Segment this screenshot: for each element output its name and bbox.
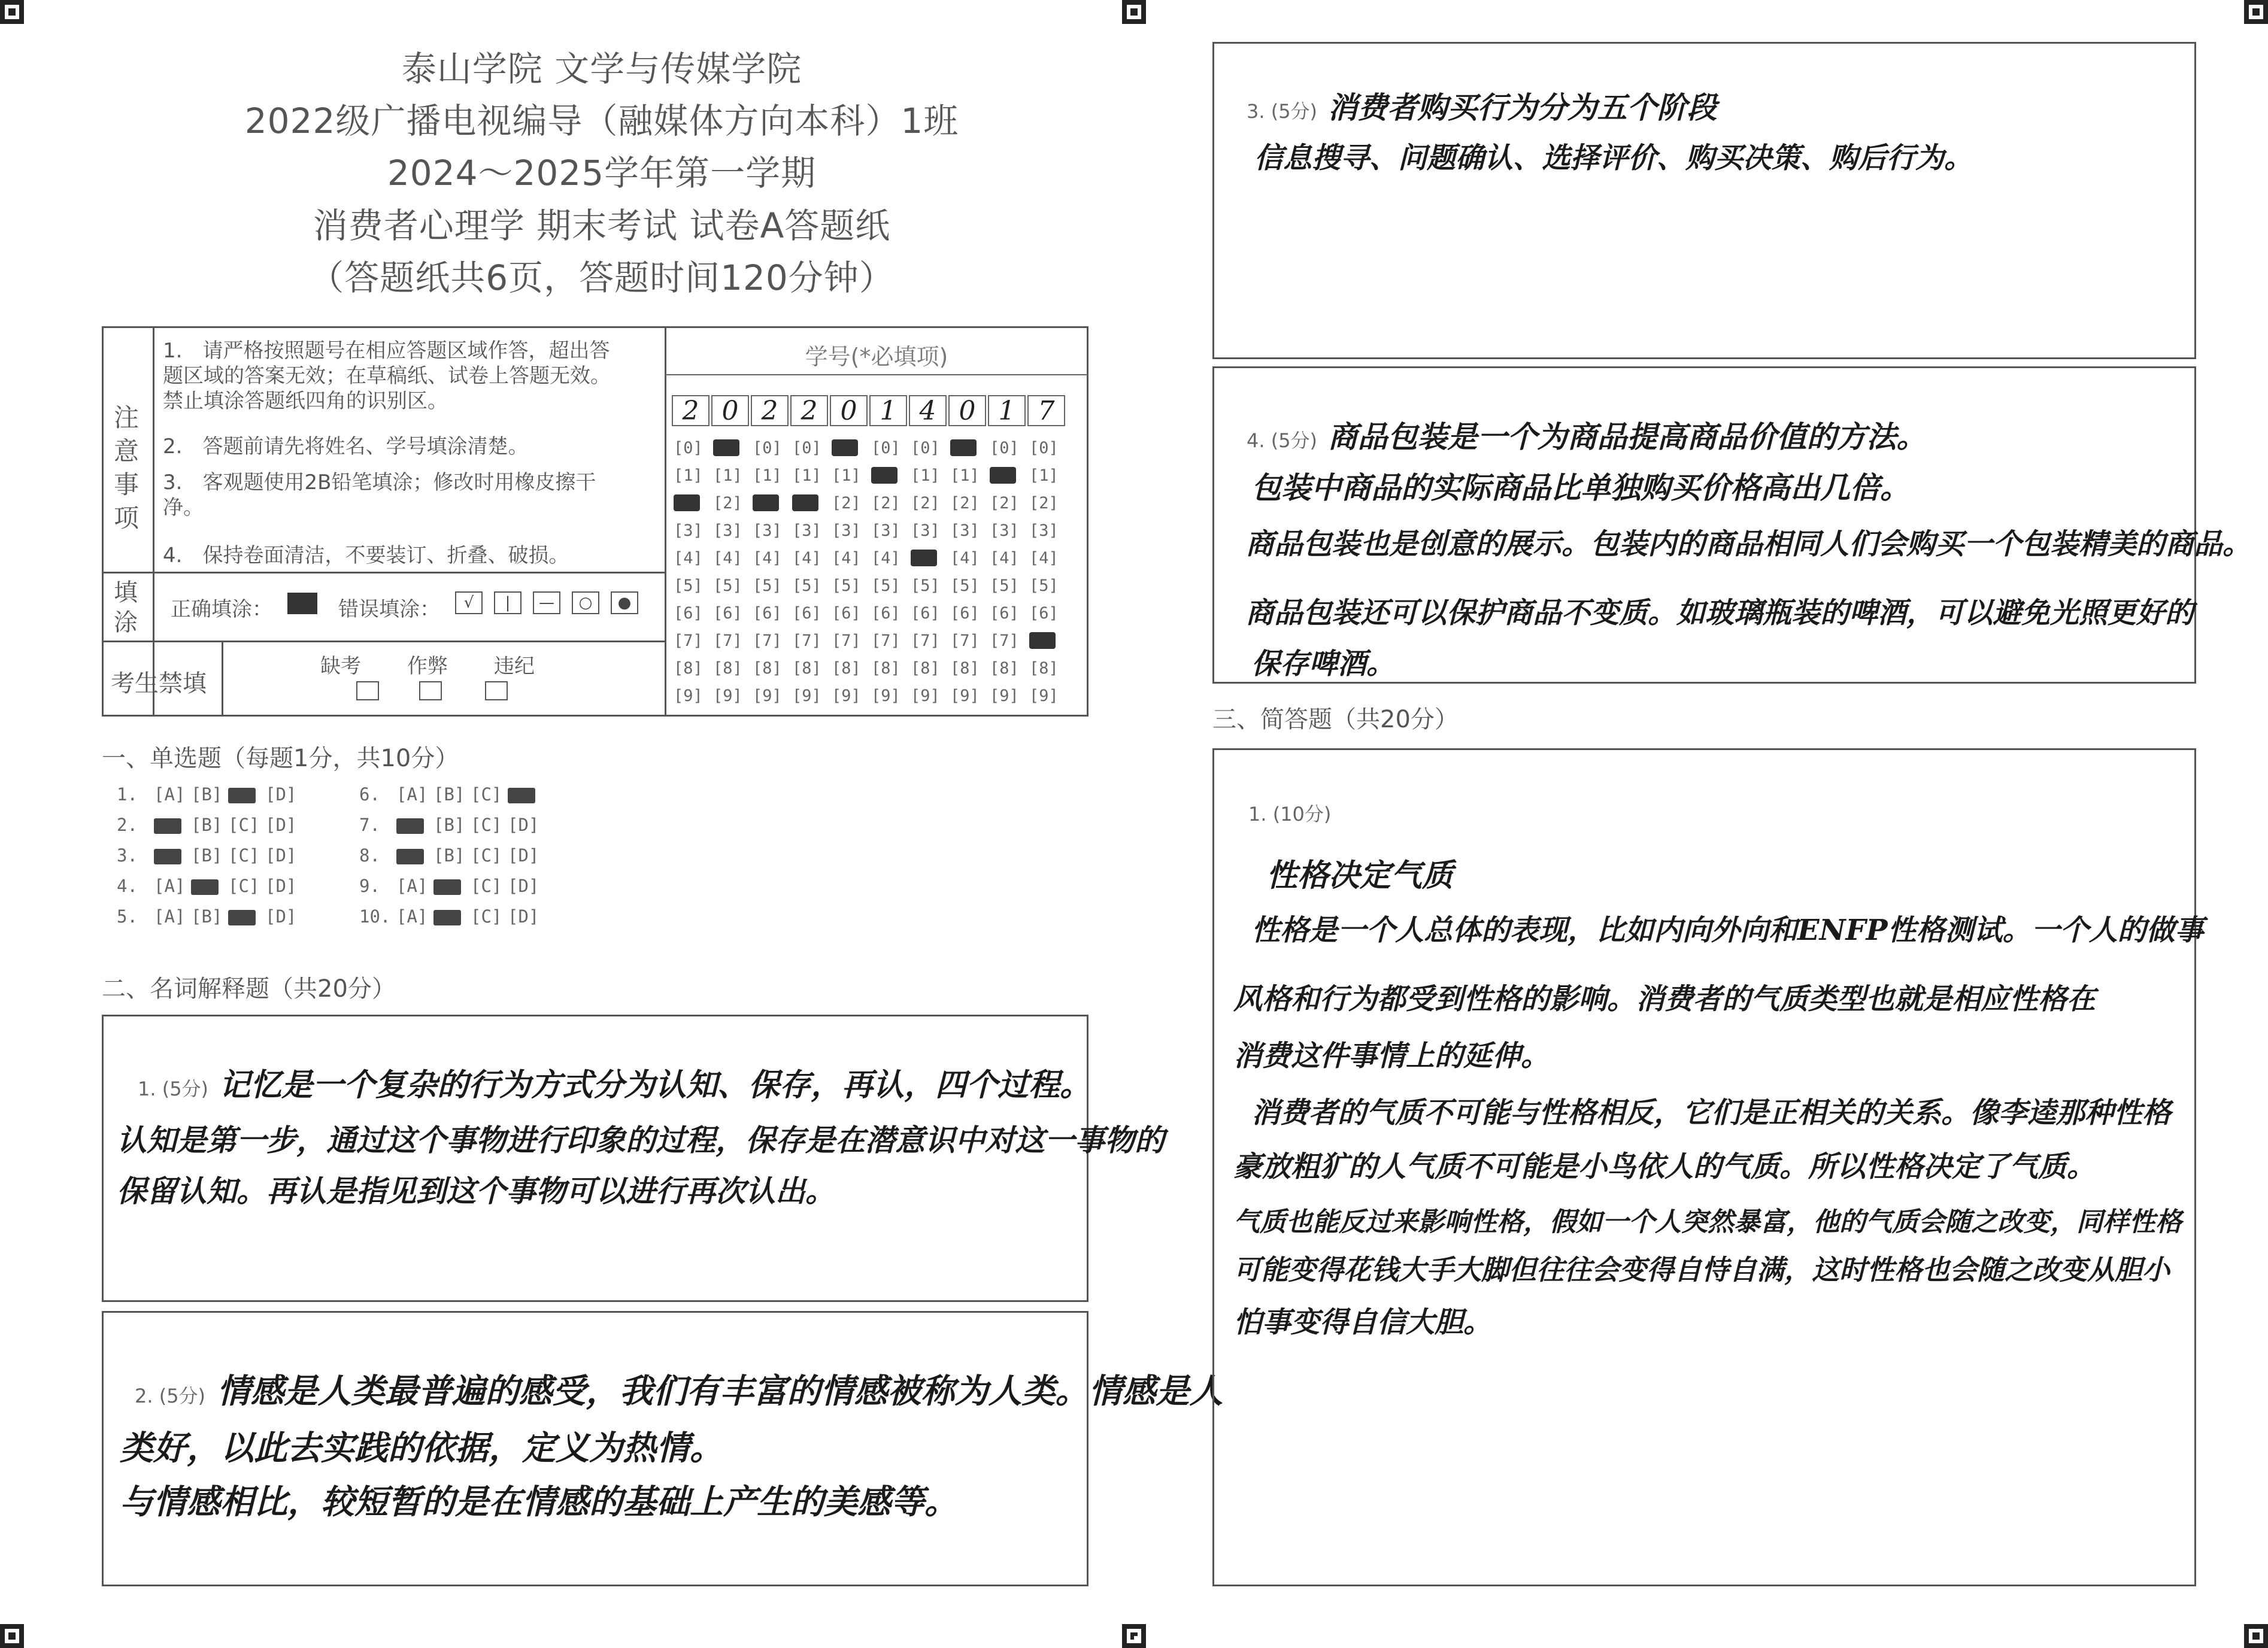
student-id-bubble-cell[interactable] — [832, 434, 871, 462]
mcq-option-b[interactable]: [B] — [191, 784, 223, 805]
student-id-bubble[interactable]: [4] — [950, 548, 980, 567]
student-id-bubble-cell[interactable] — [990, 462, 1029, 489]
mcq-fill-mark — [396, 818, 424, 834]
student-id-bubble[interactable]: [6] — [792, 603, 821, 623]
student-id-bubble[interactable]: [3] — [674, 521, 703, 540]
answer-3-1-line-5: 消费者的气质不可能与性格相反，它们是正相关的关系。像李逵那种性格 — [1251, 1096, 2172, 1130]
section2-title: 二、名词解释题（共20分） — [102, 975, 396, 1003]
mcq-option-a[interactable]: [A] — [396, 876, 428, 896]
answer-2-4-line-4: 商品包装还可以保护商品不变质。如玻璃瓶装的啤酒，可以避免光照更好的 — [1245, 596, 2194, 630]
student-id-bubble[interactable]: [1] — [713, 466, 742, 485]
answer-3-1-line-3: 风格和行为都受到性格的影响。消费者的气质类型也就是相应性格在 — [1233, 982, 2096, 1016]
fill-wrong-check: √ — [455, 591, 483, 614]
student-id-bubble[interactable]: [2] — [832, 493, 861, 512]
student-id-bubble[interactable]: [3] — [713, 521, 742, 540]
student-id-bubble[interactable]: [9] — [832, 686, 861, 705]
student-id-bubble[interactable]: [9] — [1029, 686, 1059, 705]
mcq-question-row — [359, 876, 545, 896]
mcq-question-row — [359, 845, 545, 866]
mcq-option-d[interactable]: [D] — [265, 815, 297, 835]
table-divider — [665, 326, 666, 717]
mcq-question-row — [117, 845, 302, 866]
mcq-option-b[interactable]: [B] — [191, 815, 223, 835]
answer-3-1-line-2: 性格是一个人总体的表现，比如内向外向和ENFP性格测试。一个人的做事 — [1251, 913, 2204, 947]
mcq-question-number: 6. — [359, 784, 380, 805]
section1-title: 一、单选题（每题1分，共10分） — [102, 745, 459, 772]
question-number: 1. (10分) — [1248, 803, 1332, 825]
student-id-bubble[interactable]: [3] — [832, 521, 861, 540]
student-id-bubble[interactable]: [8] — [792, 658, 821, 678]
student-id-bubble[interactable]: [9] — [674, 686, 703, 705]
student-id-bubble[interactable]: [0] — [990, 438, 1019, 457]
answer-3-1-line-9: 怕事变得自信大胆。 — [1233, 1306, 1493, 1339]
mcq-option-a[interactable]: [A] — [396, 906, 428, 927]
mcq-option-filled[interactable] — [433, 906, 471, 927]
student-id-bubble[interactable]: [7] — [871, 631, 900, 650]
question-number: 4. (5分) — [1247, 429, 1318, 452]
student-id-bubble-cell[interactable] — [911, 544, 950, 572]
forbid-cheat-label: 作弊 — [407, 654, 448, 678]
student-id-bubble-filled[interactable] — [792, 494, 818, 511]
mcq-option-filled[interactable] — [396, 815, 433, 835]
student-id-digit-box[interactable]: 1 — [869, 395, 907, 426]
mcq-fill-mark — [508, 788, 535, 803]
mcq-option-c[interactable]: [C] — [228, 876, 260, 896]
student-id-bubble[interactable]: [2] — [911, 493, 940, 512]
answer-3-1-line-7: 气质也能反过来影响性格，假如一个人突然暴富，他的气质会随之改变，同样性格 — [1233, 1207, 2182, 1237]
student-id-digit-box[interactable]: 7 — [1027, 395, 1065, 426]
student-id-bubble[interactable]: [6] — [911, 603, 940, 623]
student-id-digit-box[interactable]: 2 — [751, 395, 789, 426]
student-id-bubble[interactable]: [7] — [990, 631, 1019, 650]
student-id-bubble[interactable]: [5] — [753, 576, 782, 595]
student-id-bubble-filled[interactable] — [753, 494, 779, 511]
answer-2-2-line-1 — [135, 1365, 1223, 1413]
student-id-bubble[interactable]: [1] — [911, 466, 940, 485]
forbid-violation-checkbox[interactable] — [485, 681, 508, 700]
mcq-option-filled[interactable] — [228, 784, 265, 805]
notice-item-2: 2. 答题前请先将姓名、学号填涂清楚。 — [163, 435, 529, 459]
student-id-bubble[interactable]: [3] — [1029, 521, 1059, 540]
student-id-digit-box[interactable]: 0 — [830, 395, 868, 426]
student-id-bubble[interactable]: [4] — [753, 548, 782, 567]
mcq-option-a[interactable]: [A] — [396, 784, 428, 805]
answer-2-1-line-2: 认知是第一步，通过这个事物进行印象的过程，保存是在潜意识中对这一事物的 — [117, 1122, 1165, 1158]
mcq-fill-mark — [228, 910, 256, 925]
student-id-bubble[interactable]: [4] — [832, 548, 861, 567]
mcq-option-d[interactable]: [D] — [265, 876, 297, 896]
student-id-digit-box[interactable]: 2 — [790, 395, 828, 426]
header-exam-title: 消费者心理学 期末考试 试卷A答题纸 — [313, 205, 891, 246]
student-id-bubble-cell[interactable] — [792, 489, 832, 517]
student-id-bubble[interactable]: [9] — [792, 686, 821, 705]
corner-marker-bottom-center — [1122, 1624, 1146, 1648]
mcq-question-row — [117, 876, 302, 896]
student-id-bubble[interactable]: [8] — [990, 658, 1019, 678]
student-id-bubble[interactable]: [7] — [674, 631, 703, 650]
mcq-option-filled[interactable] — [154, 845, 191, 866]
mcq-question-number: 3. — [117, 845, 138, 866]
student-id-bubble[interactable]: [6] — [990, 603, 1019, 623]
student-id-bubble-cell[interactable] — [871, 462, 911, 489]
mcq-option-c[interactable]: [C] — [228, 815, 260, 835]
mcq-option-c[interactable]: [C] — [228, 845, 260, 866]
student-id-bubble[interactable]: [1] — [832, 466, 861, 485]
mcq-question-row — [117, 906, 302, 927]
student-id-bubble[interactable]: [3] — [871, 521, 900, 540]
mcq-option-filled[interactable] — [396, 845, 433, 866]
mcq-option-d[interactable]: [D] — [265, 784, 297, 805]
table-divider — [665, 374, 1088, 375]
mcq-question-number: 4. — [117, 876, 138, 896]
mcq-question-number: 5. — [117, 906, 138, 927]
student-id-bubble-cell[interactable] — [753, 489, 792, 517]
mcq-option-c[interactable]: [C] — [471, 784, 502, 805]
section3-title: 三、简答题（共20分） — [1212, 706, 1459, 733]
student-id-bubble[interactable]: [2] — [950, 493, 980, 512]
answer-3-1-line-6: 豪放粗犷的人气质不可能是小鸟依人的气质。所以性格决定了气质。 — [1233, 1150, 2096, 1183]
mcq-option-c[interactable]: [C] — [471, 845, 502, 866]
answer-2-4-line-2: 包装中商品的实际商品比单独购买价格高出几倍。 — [1251, 470, 1910, 505]
student-id-bubble[interactable]: [9] — [753, 686, 782, 705]
student-id-bubble[interactable]: [9] — [950, 686, 980, 705]
student-id-bubble-filled[interactable] — [950, 439, 977, 456]
student-id-bubble-filled[interactable] — [674, 494, 700, 511]
fill-correct-label: 正确填涂： — [171, 597, 272, 621]
student-id-bubble[interactable]: [5] — [911, 576, 940, 595]
mcq-question-number: 10. — [359, 906, 391, 927]
mcq-question-row — [117, 815, 302, 835]
student-id-bubble[interactable]: [7] — [950, 631, 980, 650]
answer-3-1-line-4: 消费这件事情上的延伸。 — [1233, 1039, 1550, 1073]
answer-2-4-line-1 — [1247, 413, 1926, 456]
student-id-bubble-filled[interactable] — [871, 467, 898, 484]
student-id-bubble[interactable]: [5] — [832, 576, 861, 595]
mcq-option-b[interactable]: [B] — [433, 815, 465, 835]
mcq-option-c[interactable]: [C] — [471, 876, 502, 896]
answer-3-1-line-1: 性格决定气质 — [1266, 857, 1454, 894]
mcq-option-filled[interactable] — [191, 876, 228, 896]
student-id-bubble[interactable]: [5] — [950, 576, 980, 595]
mcq-option-d[interactable]: [D] — [508, 845, 539, 866]
notice-item-1: 1. 请严格按照题号在相应答题区域作答，超出答题区域的答案无效；在草稿纸、试卷上答题无效。禁止填涂答题纸四角的识别区。 — [163, 339, 611, 413]
student-id-bubble[interactable]: [8] — [950, 658, 980, 678]
student-id-bubble[interactable]: [4] — [792, 548, 821, 567]
mcq-option-a[interactable]: [A] — [154, 906, 186, 927]
fill-wrong-dot: ● — [611, 591, 638, 614]
mcq-option-filled[interactable] — [433, 876, 471, 896]
mcq-option-d[interactable]: [D] — [508, 906, 539, 927]
mcq-fill-mark — [228, 788, 256, 803]
student-id-bubble[interactable]: [7] — [753, 631, 782, 650]
mcq-option-filled[interactable] — [228, 906, 265, 927]
fill-wrong-bar: | — [494, 591, 521, 614]
student-id-bubble-cell[interactable] — [1029, 627, 1069, 654]
corner-marker-bottom-right — [2244, 1624, 2268, 1648]
mcq-option-d[interactable]: [D] — [265, 906, 297, 927]
student-id-bubble[interactable]: [8] — [911, 658, 940, 678]
corner-marker-top-center — [1122, 0, 1146, 24]
question-number: 1. (5分) — [138, 1078, 209, 1100]
answer-2-4-line-3: 商品包装也是创意的展示。包装内的商品相同人们会购买一个包装精美的商品。 — [1245, 527, 2252, 561]
mcq-option-filled[interactable] — [508, 784, 545, 805]
mcq-option-filled[interactable] — [154, 815, 191, 835]
mcq-option-b[interactable]: [B] — [191, 845, 223, 866]
student-id-bubble-cell[interactable] — [950, 434, 990, 462]
forbid-absent-checkbox[interactable] — [356, 681, 379, 700]
student-id-bubble-filled[interactable] — [713, 439, 739, 456]
header-exam-info: （答题纸共6页，答题时间120分钟） — [309, 257, 895, 298]
student-id-bubble[interactable]: [1] — [674, 466, 703, 485]
table-divider — [102, 572, 665, 573]
mcq-question-row — [359, 815, 545, 835]
mcq-question-number: 1. — [117, 784, 138, 805]
mcq-option-b[interactable]: [B] — [433, 845, 465, 866]
student-id-digit-box[interactable]: 0 — [711, 395, 749, 426]
student-id-bubble[interactable]: [4] — [1029, 548, 1059, 567]
mcq-fill-mark — [191, 879, 219, 895]
student-id-bubble[interactable]: [6] — [1029, 603, 1059, 623]
student-id-bubble[interactable]: [8] — [871, 658, 900, 678]
student-id-bubble[interactable]: [6] — [713, 603, 742, 623]
fill-wrong-label: 错误填涂： — [338, 597, 440, 621]
mcq-question-number: 8. — [359, 845, 380, 866]
student-id-bubble[interactable]: [0] — [871, 438, 900, 457]
student-id-bubble[interactable]: [0] — [753, 438, 782, 457]
mcq-question-row — [359, 784, 545, 805]
notice-side-label: 注意事项 — [114, 403, 140, 533]
student-id-bubble-filled[interactable] — [1029, 632, 1056, 649]
student-id-bubble[interactable]: [5] — [674, 576, 703, 595]
student-id-bubble[interactable]: [4] — [674, 548, 703, 567]
student-id-bubble-filled[interactable] — [832, 439, 858, 456]
student-id-bubble[interactable]: [8] — [753, 658, 782, 678]
student-id-bubble[interactable]: [5] — [792, 576, 821, 595]
mcq-question-row — [117, 784, 302, 805]
fill-wrong-dash: — — [533, 591, 560, 614]
corner-marker-bottom-left — [0, 1624, 24, 1648]
student-id-bubble[interactable]: [0] — [1029, 438, 1059, 457]
student-id-bubble[interactable]: [2] — [990, 493, 1019, 512]
answer-3-1-line-8: 可能变得花钱大手大脚但往往会变得自恃自满，这时性格也会随之改变从胆小 — [1233, 1254, 2170, 1286]
header-college: 泰山学院 文学与传媒学院 — [401, 48, 802, 89]
mcq-option-d[interactable]: [D] — [265, 845, 297, 866]
handwriting-text: 情感是人类最普遍的感受，我们有丰富的情感被称为人类。情感是人 — [217, 1371, 1223, 1411]
handwriting-text: 记忆是一个复杂的行为方式分为认知、保存，再认，四个过程。 — [219, 1067, 1091, 1103]
student-id-bubble[interactable]: [8] — [674, 658, 703, 678]
mcq-question-number: 7. — [359, 815, 380, 835]
student-id-bubble-filled[interactable] — [990, 467, 1016, 484]
student-id-bubble[interactable]: [9] — [911, 686, 940, 705]
notice-item-4: 4. 保持卷面清洁，不要装订、折叠、破损。 — [163, 544, 569, 567]
student-id-bubble[interactable]: [1] — [1029, 466, 1059, 485]
student-id-bubble[interactable]: [8] — [832, 658, 861, 678]
student-id-bubble[interactable]: [2] — [871, 493, 900, 512]
header-class: 2022级广播电视编导（融媒体方向本科）1班 — [244, 101, 959, 141]
table-divider — [222, 641, 223, 717]
student-id-bubble-cell[interactable] — [674, 489, 713, 517]
student-id-bubble[interactable]: [5] — [990, 576, 1019, 595]
handwriting-text: 商品包装是一个为商品提高商品价值的方法。 — [1327, 419, 1927, 454]
student-id-bubble-cell[interactable] — [713, 434, 753, 462]
student-id-bubble[interactable]: [9] — [713, 686, 742, 705]
student-id-bubble[interactable]: [5] — [713, 576, 742, 595]
student-id-digit-box[interactable]: 4 — [909, 395, 947, 426]
student-id-bubble[interactable]: [1] — [792, 466, 821, 485]
mcq-fill-mark — [154, 849, 181, 864]
student-id-bubble-filled[interactable] — [911, 550, 937, 566]
student-id-bubble[interactable]: [8] — [713, 658, 742, 678]
student-id-bubble[interactable]: [3] — [950, 521, 980, 540]
student-id-bubble[interactable]: [5] — [871, 576, 900, 595]
student-id-bubble[interactable]: [3] — [990, 521, 1019, 540]
handwriting-text: 消费者购买行为分为五个阶段 — [1327, 90, 1717, 125]
student-id-bubble[interactable]: [5] — [1029, 576, 1059, 595]
forbid-violation-label: 违纪 — [494, 654, 535, 678]
student-id-bubble[interactable]: [1] — [753, 466, 782, 485]
forbid-absent-label: 缺考 — [320, 654, 361, 678]
mcq-option-c[interactable]: [C] — [471, 906, 502, 927]
student-id-bubble[interactable]: [0] — [792, 438, 821, 457]
fill-wrong-circle: ○ — [572, 591, 599, 614]
fill-correct-example — [287, 593, 317, 614]
table-divider — [102, 641, 665, 642]
mcq-question-row — [359, 906, 545, 927]
student-id-bubble[interactable]: [0] — [674, 438, 703, 457]
student-id-digit-box[interactable]: 2 — [672, 395, 709, 426]
table-divider — [153, 326, 154, 717]
answer-2-3-line-2: 信息搜寻、问题确认、选择评价、购买决策、购后行为。 — [1254, 141, 1973, 175]
student-id-label: 学号(*必填项) — [805, 344, 948, 370]
student-id-digit-box[interactable]: 1 — [988, 395, 1026, 426]
mcq-option-a[interactable]: [A] — [154, 784, 186, 805]
student-id-bubble[interactable]: [6] — [950, 603, 980, 623]
student-id-bubble[interactable]: [6] — [674, 603, 703, 623]
mcq-question-number: 9. — [359, 876, 380, 896]
student-id-bubble[interactable]: [4] — [713, 548, 742, 567]
header-term: 2024～2025学年第一学期 — [387, 153, 817, 193]
forbid-cheat-checkbox[interactable] — [419, 681, 442, 700]
mcq-fill-mark — [396, 849, 424, 864]
answer-2-2-line-2: 类好，以此去实践的依据，定义为热情。 — [120, 1428, 723, 1468]
student-id-bubble[interactable]: [6] — [871, 603, 900, 623]
student-id-bubble[interactable]: [4] — [871, 548, 900, 567]
forbid-label: 考生禁填 — [111, 670, 207, 697]
question-number: 2. (5分) — [135, 1385, 206, 1407]
student-id-bubble[interactable]: [1] — [950, 466, 980, 485]
mcq-fill-mark — [433, 910, 461, 925]
mcq-option-b[interactable]: [B] — [433, 784, 465, 805]
student-id-bubble[interactable]: [7] — [832, 631, 861, 650]
corner-marker-top-left — [0, 0, 24, 24]
student-id-digit-box[interactable]: 0 — [948, 395, 986, 426]
mcq-fill-mark — [433, 879, 461, 895]
student-id-bubble[interactable]: [8] — [1029, 658, 1059, 678]
student-id-bubble-grid[interactable] — [674, 434, 1069, 709]
student-id-bubble[interactable]: [0] — [911, 438, 940, 457]
student-id-bubble[interactable]: [3] — [753, 521, 782, 540]
student-id-bubble[interactable]: [4] — [990, 548, 1019, 567]
student-id-bubble[interactable]: [2] — [713, 493, 742, 512]
student-id-bubble[interactable]: [7] — [911, 631, 940, 650]
student-id-bubble[interactable]: [9] — [990, 686, 1019, 705]
mcq-option-d[interactable]: [D] — [508, 876, 539, 896]
student-id-bubble[interactable]: [6] — [832, 603, 861, 623]
answer-2-3-line-1 — [1247, 84, 1717, 127]
answer-2-2-line-3: 与情感相比，较短暂的是在情感的基础上产生的美感等。 — [120, 1482, 958, 1522]
mcq-option-a[interactable]: [A] — [154, 876, 186, 896]
answer-2-1-line-1 — [138, 1060, 1091, 1104]
mcq-option-c[interactable]: [C] — [471, 815, 502, 835]
question-number: 3. (5分) — [1247, 100, 1318, 123]
notice-item-3: 3. 客观题使用2B铅笔填涂；修改时用橡皮擦干净。 — [163, 471, 596, 520]
answer-2-1-line-3: 保留认知。再认是指见到这个事物可以进行再次认出。 — [117, 1173, 835, 1209]
answer-2-4-line-5: 保存啤酒。 — [1251, 647, 1396, 681]
mcq-fill-mark — [154, 818, 181, 834]
student-id-bubble[interactable]: [7] — [792, 631, 821, 650]
student-id-bubble[interactable]: [6] — [753, 603, 782, 623]
corner-marker-top-right — [2244, 0, 2268, 24]
student-id-bubble[interactable]: [7] — [713, 631, 742, 650]
mcq-option-d[interactable]: [D] — [508, 815, 539, 835]
mcq-option-b[interactable]: [B] — [191, 906, 223, 927]
mcq-question-number: 2. — [117, 815, 138, 835]
student-id-bubble[interactable]: [3] — [792, 521, 821, 540]
student-id-bubble[interactable]: [9] — [871, 686, 900, 705]
fill-side-label: 填涂 — [114, 579, 138, 636]
student-id-bubble[interactable]: [2] — [1029, 493, 1059, 512]
student-id-bubble[interactable]: [3] — [911, 521, 940, 540]
